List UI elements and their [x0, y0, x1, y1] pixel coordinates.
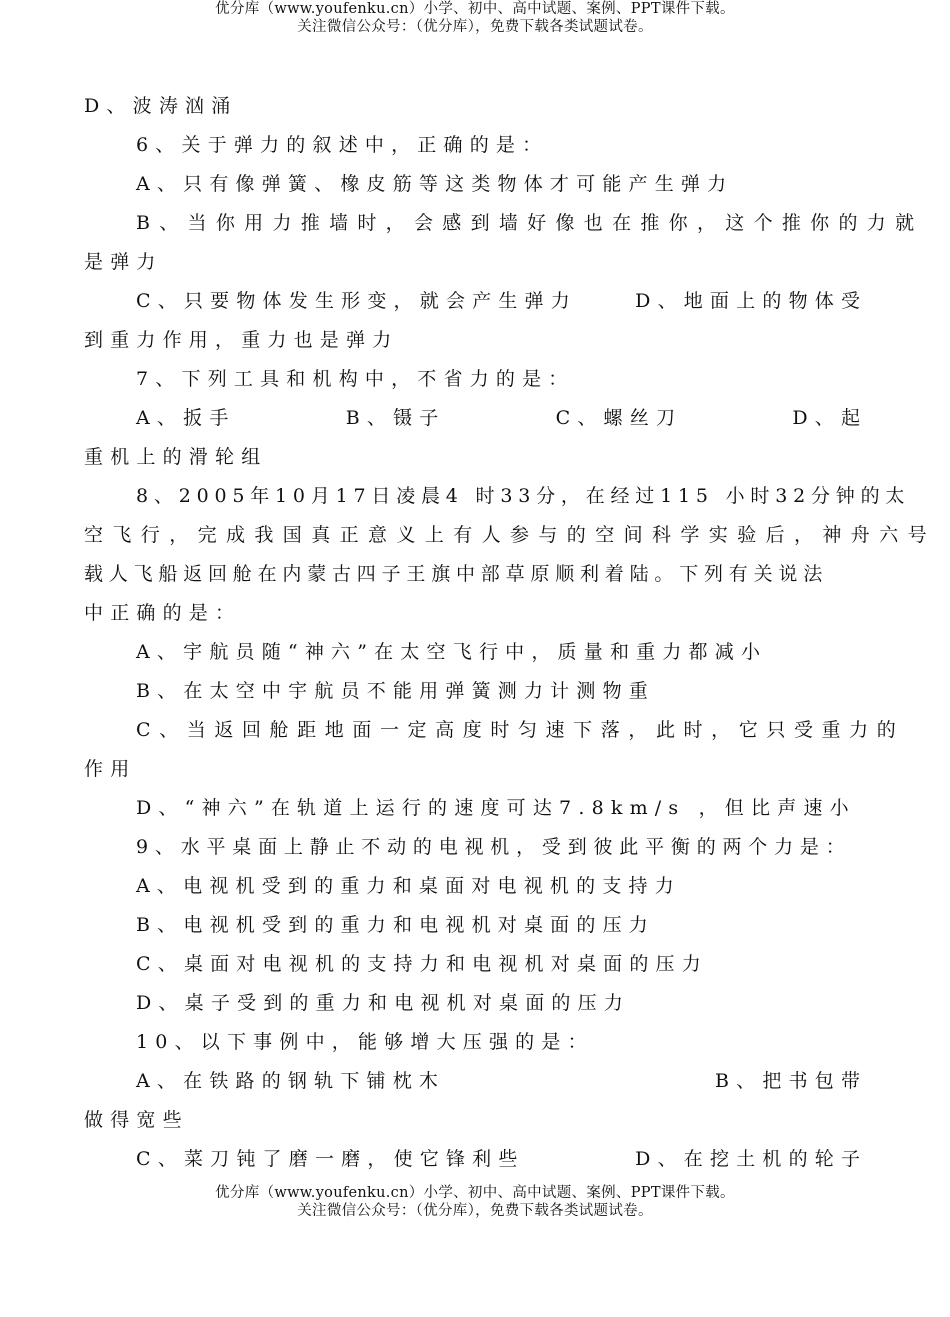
option-7b: B、镊子 — [345, 407, 446, 429]
option-6b: B、当你用力推墙时，会感到墙好像也在推你，这个推你的力就 — [136, 212, 924, 234]
text-line: 中正确的是： — [84, 602, 242, 624]
option-row-10ab — [136, 1069, 868, 1093]
option-9c: C、桌面对电视机的支持力和电视机对桌面的压力 — [136, 953, 708, 975]
option-10d: D、在挖土机的轮子 — [635, 1148, 868, 1170]
question-8: 8、2005年10月17日凌晨4 时33分，在经过115 小时32分钟的太 — [136, 485, 911, 507]
option-9a: A、电视机受到的重力和桌面对电视机的支持力 — [136, 875, 681, 897]
option-6a: A、只有像弹簧、橡皮筋等这类物体才可能产生弹力 — [136, 173, 734, 195]
text-line: 做得宽些 — [84, 1109, 189, 1131]
option-9b: B、电视机受到的重力和电视机对桌面的压力 — [136, 914, 655, 936]
question-7: 7、下列工具和机构中，不省力的是： — [136, 368, 575, 390]
option-8c: C、当返回舱距地面一定高度时匀速下落，此时，它只受重力的 — [136, 719, 905, 741]
option-10a: A、在铁路的钢轨下铺枕木 — [136, 1070, 446, 1092]
footer-line-2: 关注微信公众号：（优分库），免费下载各类试题试卷。 — [297, 1203, 653, 1219]
option-6c: C、只要物体发生形变，就会产生弹力 — [136, 290, 577, 312]
page-footer — [0, 1184, 950, 1220]
question-10: 10、以下事例中，能够增大压强的是： — [136, 1031, 594, 1053]
text-line: 空飞行，完成我国真正意义上有人参与的空间科学实验后，神舟六号 — [84, 524, 937, 546]
option-8d: D、“神六”在轨道上运行的速度可达7.8km/s ，但比声速小 — [136, 797, 856, 819]
question-9: 9、水平桌面上静止不动的电视机，受到彼此平衡的两个力是： — [136, 836, 852, 858]
header-line-2: 关注微信公众号：（优分库），免费下载各类试题试卷。 — [297, 19, 653, 35]
option-6d: D、地面上的物体受 — [635, 290, 868, 312]
option-row-7 — [136, 406, 868, 430]
text-line: 是弹力 — [84, 251, 163, 273]
option-7c: C、螺丝刀 — [555, 407, 683, 429]
text-line: 到重力作用，重力也是弹力 — [84, 329, 399, 351]
option-row-10cd — [136, 1147, 868, 1171]
text-line: D、波涛汹涌 — [84, 95, 238, 117]
page-header — [0, 0, 950, 36]
option-row-6cd — [136, 289, 868, 313]
header-line-1: 优分库（www.youfenku.cn）小学、初中、高中试题、案例、PPT课件下载。 — [215, 1, 735, 17]
option-8b: B、在太空中宇航员不能用弹簧测力计测物重 — [136, 680, 655, 702]
option-7d: D、起 — [792, 407, 868, 429]
text-line: 作用 — [84, 758, 137, 780]
text-line: 重机上的滑轮组 — [84, 446, 268, 468]
option-8a: A、宇航员随“神六”在太空飞行中，质量和重力都减小 — [136, 641, 768, 663]
option-7a: A、扳手 — [136, 407, 236, 429]
footer-line-1: 优分库（www.youfenku.cn）小学、初中、高中试题、案例、PPT课件下载。 — [215, 1185, 735, 1201]
text-line: 载人飞船返回舱在内蒙古四子王旗中部草原顺利着陆。下列有关说法 — [84, 563, 829, 585]
option-9d: D、桌子受到的重力和电视机对桌面的压力 — [136, 992, 631, 1014]
option-10b: B、把书包带 — [715, 1070, 868, 1092]
option-10c: C、菜刀钝了磨一磨，使它锋利些 — [136, 1148, 525, 1170]
question-6: 6、关于弹力的叙述中，正确的是： — [136, 134, 549, 156]
